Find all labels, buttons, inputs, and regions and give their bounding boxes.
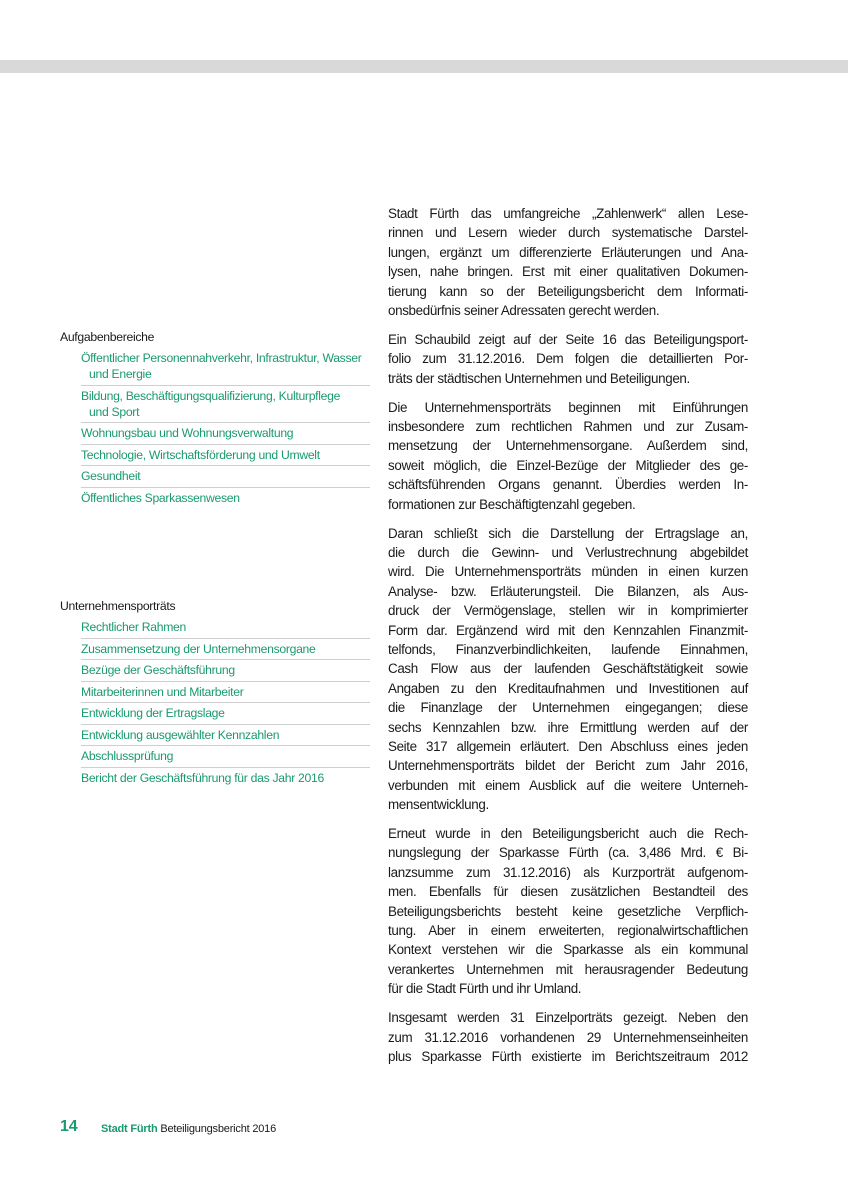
text-line: nungslegung der Sparkasse Fürth (ca. 3,486 Mrd. € Bi- [388,845,748,861]
sidebar-list-item [81,488,370,509]
text-line: wird. Die Unternehmensporträts münden in einen kurzen [388,564,748,580]
text-line: Daran schließt sich die Darstellung der Ertragslage an, [388,525,748,541]
text-line: plus Sparkasse Fürth existierte im Berichtszeitraum 2012 [388,1048,748,1064]
text-line: telfonds, Finanzverbindlichkeiten, laufende Einnahmen, [388,641,748,657]
text-line: tung. Aber in einem erweiterten, regionalwirtschaftlichen [388,923,748,939]
body-paragraph [388,330,748,388]
sidebar-item-text: Öffentlicher Personennahverkehr, Infrastruktur, Wasser [81,351,362,365]
sidebar-list-item [81,746,370,768]
sidebar-item-text: Zusammensetzung der Unternehmensorgane [81,641,316,656]
text-line: die durch die Gewinn- und Verlustrechnung abgebildet [388,545,748,561]
text-line: verbunden mit einem Ausblick auf die weitere Unterneh- [388,777,748,793]
sidebar-list-item [81,682,370,704]
sidebar-item-text: Bildung, Beschäftigungsqualifizierung, Kulturpflege [81,388,341,403]
sidebar-item-text: Rechtlicher Rahmen [81,620,187,634]
text-line: folio zum 31.12.2016. Dem folgen die detaillierten Por- [388,351,748,367]
sidebar-list-item [81,639,370,661]
footer-publisher: Stadt Fürth [101,1123,158,1135]
text-line: men. Ebenfalls für diesen zusätzlichen Bestandteil des [388,884,748,900]
text-line: Angaben zu den Kreditaufnahmen und Investitionen auf [388,680,748,696]
page-number: 14 [60,1118,78,1135]
text-line: formationen zur Beschäftigtenzahl gegeben. [388,496,636,512]
text-line: onsbedürfnis seiner Adressaten gerecht werden. [388,302,660,318]
text-line: Analyse- bzw. Erläuterungsteil. Die Bilanzen, als Aus- [388,583,748,599]
sidebar-item-text-continued: und Energie [89,367,152,381]
text-line: Stadt Fürth das umfangreiche „Zahlenwerk“ allen Lese- [388,206,748,221]
body-paragraph [388,1008,748,1066]
sidebar-item-text: Bezüge der Geschäftsführung [81,663,235,677]
top-bar [0,60,848,73]
text-line: insbesondere zum rechtlichen Rahmen und zur Zusam- [388,419,748,435]
body-paragraph [388,204,748,320]
text-line: die Finanzlage der Unternehmen eingegangen; diese [388,700,748,716]
text-line: sechs Kennzahlen bzw. ihre Ermittlung werden auf der [388,719,748,735]
sidebar-item-text: Mitarbeiterinnen und Mitarbeiter [81,684,244,699]
sidebar-list-item [81,617,370,639]
text-line: verankertes Unternehmen mit herausragender Bedeutung [388,961,748,977]
sidebar-list-item [81,445,370,467]
sidebar-item-text: Öffentliches Sparkassenwesen [81,490,240,505]
sidebar-list [81,348,370,508]
sidebar-aufgabenbereiche [60,330,370,508]
text-line: mensentwicklung. [388,797,489,813]
sidebar-list-item [81,386,370,424]
sidebar-item-text: Entwicklung der Ertragslage [81,706,225,720]
text-line: rinnen und Lesern wieder durch systematische Darstel- [388,225,748,241]
sidebar-item-text: Bericht der Geschäftsführung für das Jahr 2016 [81,770,324,785]
text-line: Kontext verstehen wir die Sparkasse als ein kommunal [388,942,748,958]
sidebar-item-text: Abschlussprüfung [81,749,174,763]
footer-title [101,1123,276,1135]
text-line: lysen, nahe bringen. Erst mit einer qualitativen Dokumen- [388,264,748,280]
text-line: schäftsführenden Organs genannt. Überdies werden In- [388,477,748,493]
text-line: Die Unternehmensporträts beginnen mit Einführungen [388,399,748,415]
text-line: soweit möglich, die Einzel-Bezüge der Mitglieder des ge- [388,457,748,473]
body-text [388,204,748,1076]
sidebar-list [81,617,370,788]
text-line: Insgesamt werden 31 Einzelporträts gezeigt. Neben den [388,1010,748,1026]
text-line: träts der städtischen Unternehmen und Beteiligungen. [388,370,690,386]
sidebar-item-text: Gesundheit [81,469,141,483]
text-line: mensetzung der Unternehmensorgane. Außerdem sind, [388,438,748,454]
sidebar-list-item [81,660,370,682]
text-line: für die Stadt Fürth und ihr Umland. [388,981,582,997]
sidebar-item-text: Entwicklung ausgewählter Kennzahlen [81,727,280,742]
sidebar-item-text: Wohnungsbau und Wohnungsverwaltung [81,426,294,440]
sidebar-list-item [81,348,370,386]
text-line: lungen, ergänzt um differenzierte Erläuterungen und Ana- [388,244,748,260]
sidebar-item-text: Technologie, Wirtschaftsförderung und Umwelt [81,447,320,462]
text-line: tierung kann so der Beteiligungsbericht dem Informati- [388,283,748,299]
text-line: Form dar. Ergänzend wird mit den Kennzahlen Finanzmit- [388,622,748,638]
text-line: Erneut wurde in den Beteiligungsbericht auch die Rech- [388,826,748,842]
body-paragraph [388,524,748,815]
sidebar-list-item [81,725,370,747]
body-paragraph [388,824,748,999]
text-line: zum 31.12.2016 vorhandenen 29 Unternehmenseinheiten [388,1029,748,1045]
text-line: lanzsumme zum 31.12.2016) als Kurzporträt aufgenom- [388,864,748,880]
sidebar-list-item [81,466,370,488]
footer-report-title: Beteiligungsbericht 2016 [160,1123,277,1135]
text-line: Seite 317 allgemein erläutert. Den Abschluss eines jeden [388,738,748,754]
text-line: Ein Schaubild zeigt auf der Seite 16 das Beteiligungsport- [388,331,748,347]
text-line: Cash Flow aus der laufenden Geschäftstätigkeit sowie [388,661,748,677]
sidebar-list-item [81,768,370,789]
text-line: druck der Vermögenslage, stellen wir in komprimierter [388,603,748,619]
sidebar-item-text-continued: und Sport [89,404,140,419]
text-line: Unternehmensporträts bildet der Bericht zum Jahr 2016, [388,758,748,774]
sidebar-list-item [81,703,370,725]
body-paragraph [388,398,748,514]
sidebar-section-label: Unternehmensporträts [60,599,176,613]
sidebar-unternehmensportraets [60,599,370,788]
sidebar-list-item [81,423,370,445]
text-line: Beteiligungsberichts besteht keine gesetzliche Verpflich- [388,903,748,919]
sidebar-section-label: Aufgabenbereiche [60,330,155,344]
